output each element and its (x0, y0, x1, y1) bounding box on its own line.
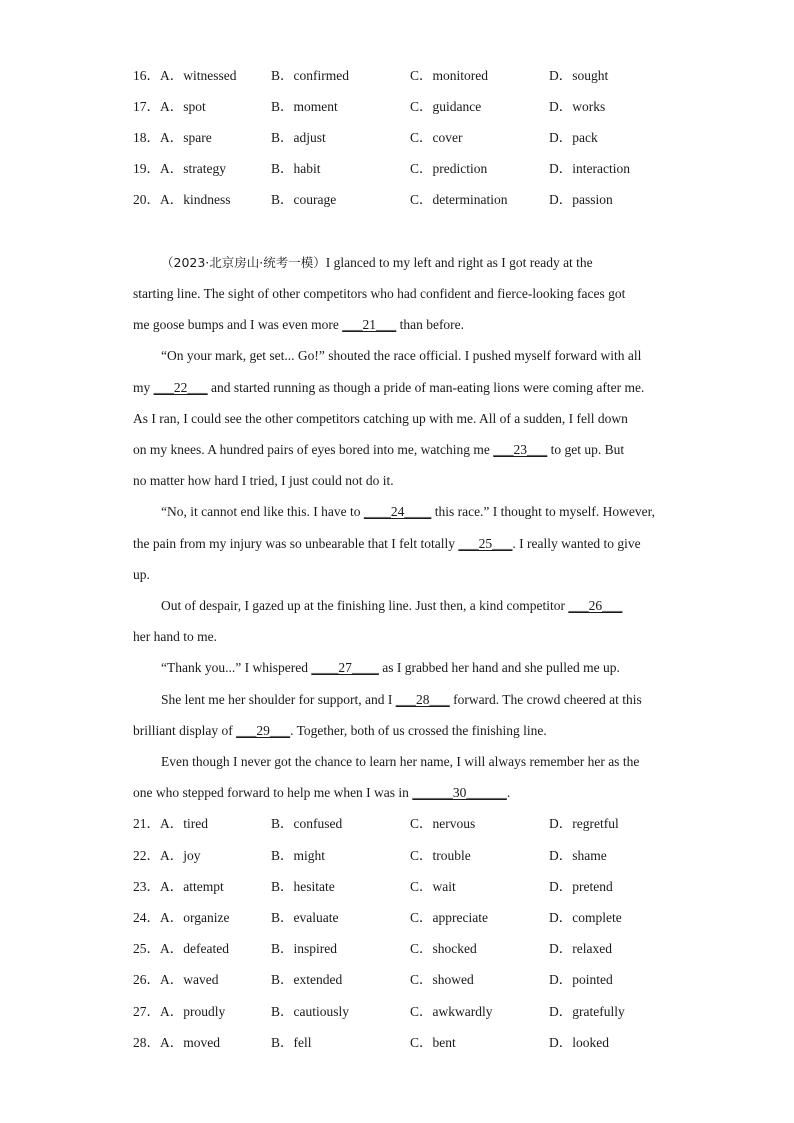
blank-25: ___25___ (458, 536, 513, 551)
option-c: C．shocked (410, 941, 477, 956)
option-d: D．pointed (549, 972, 613, 987)
option-c: C．nervous (410, 816, 476, 831)
option-b: B．hesitate (271, 879, 335, 894)
question-number: 16． (133, 68, 160, 83)
option-b: B．inspired (271, 941, 337, 956)
option-a: A．attempt (160, 879, 224, 894)
question-number: 18． (133, 130, 160, 145)
option-d: D．interaction (549, 161, 630, 176)
option-c: C．awkwardly (410, 1004, 493, 1019)
option-d: D．relaxed (549, 941, 612, 956)
option-a: A．tired (160, 816, 208, 831)
option-c: C．bent (410, 1035, 456, 1050)
option-c: C．cover (410, 130, 463, 145)
blank-21: ___21___ (342, 317, 397, 332)
option-a: A．proudly (160, 1004, 226, 1019)
option-b: B．extended (271, 972, 343, 987)
option-a: A．waved (160, 972, 219, 987)
passage-line: As I ran, I could see the other competitors catching up with me. All of a sudden, I fell down (133, 411, 628, 426)
option-a: A．strategy (160, 161, 226, 176)
blank-26: ___26___ (568, 598, 623, 613)
question-number: 17． (133, 99, 160, 114)
passage-line: no matter how hard I tried, I just could not do it. (133, 473, 394, 488)
passage-line: “No, it cannot end like this. I have to ____24____ this race.” I thought to myself. However, (161, 504, 655, 519)
blank-27: ____27____ (311, 660, 379, 675)
passage-line: the pain from my injury was so unbearable that I felt totally ___25___. I really wanted to give (133, 536, 641, 551)
option-b: B．adjust (271, 130, 326, 145)
option-c: C．showed (410, 972, 474, 987)
option-d: D．works (549, 99, 606, 114)
question-number: 19． (133, 161, 160, 176)
question-number: 28． (133, 1035, 160, 1050)
passage-line: “On your mark, get set... Go!” shouted the race official. I pushed myself forward with all (161, 348, 642, 363)
passage-line: up. (133, 567, 150, 582)
blank-22: ___22___ (153, 380, 208, 395)
passage-line: Out of despair, I gazed up at the finishing line. Just then, a kind competitor ___26___ (161, 598, 623, 613)
option-c: C．determination (410, 192, 508, 207)
option-a: A．spare (160, 130, 212, 145)
blank-28: ___28___ (395, 692, 450, 707)
question-number: 20． (133, 192, 160, 207)
option-d: D．regretful (549, 816, 619, 831)
passage-line: starting line. The sight of other competitors who had confident and fierce-looking faces got (133, 286, 626, 301)
passage-line: one who stepped forward to help me when I was in ______30______. (133, 785, 511, 800)
option-b: B．courage (271, 192, 337, 207)
blank-29: ___29___ (236, 723, 291, 738)
option-d: D．pack (549, 130, 598, 145)
passage-line: “Thank you...” I whispered ____27____ as I grabbed her hand and she pulled me up. (161, 660, 620, 675)
passage-line: me goose bumps and I was even more ___21___ than before. (133, 317, 465, 332)
option-c: C．wait (410, 879, 456, 894)
option-b: B．moment (271, 99, 338, 114)
option-d: D．pretend (549, 879, 613, 894)
option-d: D．sought (549, 68, 609, 83)
source-tag: （2023·北京房山·统考一模） (161, 255, 326, 270)
option-b: B．confirmed (271, 68, 349, 83)
question-number: 25． (133, 941, 160, 956)
option-d: D．looked (549, 1035, 609, 1050)
question-number: 27． (133, 1004, 160, 1019)
option-d: D．complete (549, 910, 622, 925)
passage-line: （2023·北京房山·统考一模）I glanced to my left and right as I got ready at the (161, 255, 593, 270)
option-b: B．evaluate (271, 910, 339, 925)
option-b: B．fell (271, 1035, 312, 1050)
option-d: D．shame (549, 848, 607, 863)
blank-30: ______30______ (412, 785, 507, 800)
option-b: B．might (271, 848, 326, 863)
passage-line: her hand to me. (133, 629, 217, 644)
passage-line: my ___22___ and started running as though a pride of man-eating lions were coming after me. (133, 380, 645, 395)
option-d: D．passion (549, 192, 613, 207)
option-c: C．guidance (410, 99, 482, 114)
option-d: D．gratefully (549, 1004, 625, 1019)
passage-line: She lent me her shoulder for support, and I ___28___ forward. The crowd cheered at this (161, 692, 642, 707)
option-b: B．cautiously (271, 1004, 349, 1019)
option-a: A．joy (160, 848, 201, 863)
option-c: C．monitored (410, 68, 488, 83)
option-a: A．witnessed (160, 68, 237, 83)
passage-line: on my knees. A hundred pairs of eyes bored into me, watching me ___23___ to get up. But (133, 442, 625, 457)
passage-line: brilliant display of ___29___. Together, both of us crossed the finishing line. (133, 723, 547, 738)
option-a: A．kindness (160, 192, 231, 207)
option-b: B．confused (271, 816, 343, 831)
option-a: A．moved (160, 1035, 220, 1050)
option-c: C．prediction (410, 161, 488, 176)
option-a: A．defeated (160, 941, 229, 956)
question-number: 26． (133, 972, 160, 987)
question-number: 23． (133, 879, 160, 894)
option-c: C．trouble (410, 848, 471, 863)
option-c: C．appreciate (410, 910, 488, 925)
question-number: 21． (133, 816, 160, 831)
question-number: 22． (133, 848, 160, 863)
blank-23: ___23___ (493, 442, 548, 457)
passage-line: Even though I never got the chance to learn her name, I will always remember her as the (161, 754, 640, 769)
blank-24: ____24____ (363, 504, 432, 519)
question-number: 24． (133, 910, 160, 925)
option-b: B．habit (271, 161, 321, 176)
option-a: A．organize (160, 910, 230, 925)
option-a: A．spot (160, 99, 206, 114)
